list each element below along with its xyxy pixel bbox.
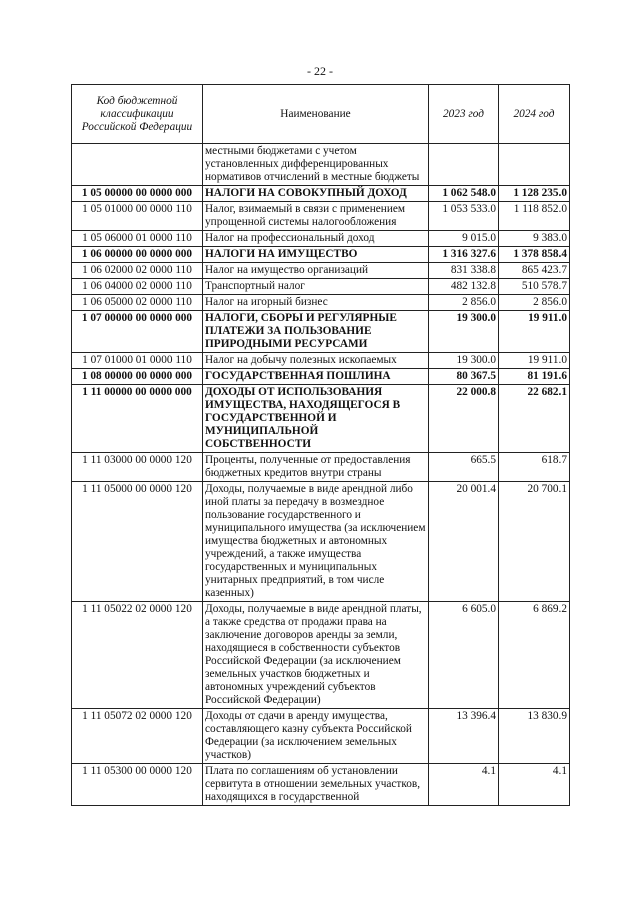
row-name: Транспортный налог: [203, 279, 429, 295]
row-value-2023: [429, 144, 499, 186]
row-value-2024: 19 911.0: [499, 311, 570, 353]
table-row: [72, 311, 570, 353]
header-code: Код бюджетной классификации Российской Федерации: [72, 85, 203, 144]
header-year-2024: 2024 год: [499, 85, 570, 144]
page-number: - 22 -: [307, 64, 333, 78]
row-name: Налог на профессиональный доход: [203, 231, 429, 247]
table-header-row: [72, 85, 570, 144]
row-value-2023: 19 300.0: [429, 353, 499, 369]
row-name: ГОСУДАРСТВЕННАЯ ПОШЛИНА: [203, 369, 429, 385]
row-name: Налог на игорный бизнес: [203, 295, 429, 311]
row-value-2024: 19 911.0: [499, 353, 570, 369]
row-value-2024: 1 378 858.4: [499, 247, 570, 263]
table-row: [72, 353, 570, 369]
table-row: [72, 247, 570, 263]
row-value-2023: 1 316 327.6: [429, 247, 499, 263]
row-code: 1 11 05022 02 0000 120: [72, 602, 203, 709]
table-body: [72, 144, 570, 806]
table-row: [72, 453, 570, 482]
row-value-2024: 9 383.0: [499, 231, 570, 247]
table-row: [72, 764, 570, 806]
row-value-2024: 1 118 852.0: [499, 202, 570, 231]
row-value-2023: 22 000.8: [429, 385, 499, 453]
row-name: местными бюджетами с учетом установленных дифференцированных нормативов отчислений в местные бюджеты: [203, 144, 429, 186]
row-value-2023: 482 132.8: [429, 279, 499, 295]
row-value-2023: 2 856.0: [429, 295, 499, 311]
row-value-2023: 19 300.0: [429, 311, 499, 353]
table-row: [72, 482, 570, 602]
row-value-2023: 20 001.4: [429, 482, 499, 602]
row-code: 1 11 05000 00 0000 120: [72, 482, 203, 602]
header-name: Наименование: [203, 85, 429, 144]
row-code: 1 11 00000 00 0000 000: [72, 385, 203, 453]
table-row: [72, 231, 570, 247]
row-code: 1 06 02000 02 0000 110: [72, 263, 203, 279]
row-code: [72, 144, 203, 186]
row-value-2023: 6 605.0: [429, 602, 499, 709]
row-name: Доходы, получаемые в виде арендной платы, а также средства от продажи права на заключение договоров аренды за земли, находящиеся в собственности субъектов Российской Федерации (за исключением земельных участков бюджетных и автономных учреждений субъектов Российской Федерации): [203, 602, 429, 709]
row-code: 1 11 05300 00 0000 120: [72, 764, 203, 806]
row-name: Налог, взимаемый в связи с применением упрощенной системы налогообложения: [203, 202, 429, 231]
row-value-2024: 6 869.2: [499, 602, 570, 709]
row-code: 1 07 01000 01 0000 110: [72, 353, 203, 369]
row-code: 1 06 05000 02 0000 110: [72, 295, 203, 311]
row-value-2024: 1 128 235.0: [499, 186, 570, 202]
row-code: 1 06 00000 00 0000 000: [72, 247, 203, 263]
row-value-2024: 510 578.7: [499, 279, 570, 295]
table-row: [72, 202, 570, 231]
row-name: НАЛОГИ НА СОВОКУПНЫЙ ДОХОД: [203, 186, 429, 202]
row-code: 1 05 01000 00 0000 110: [72, 202, 203, 231]
row-name: Доходы от сдачи в аренду имущества, составляющего казну субъекта Российской Федерации (за исключением земельных участков): [203, 709, 429, 764]
row-name: НАЛОГИ НА ИМУЩЕСТВО: [203, 247, 429, 263]
row-value-2024: [499, 144, 570, 186]
table-row: [72, 709, 570, 764]
row-value-2023: 1 062 548.0: [429, 186, 499, 202]
row-value-2024: 13 830.9: [499, 709, 570, 764]
row-value-2024: 618.7: [499, 453, 570, 482]
row-value-2024: 865 423.7: [499, 263, 570, 279]
row-value-2024: 4.1: [499, 764, 570, 806]
row-name: НАЛОГИ, СБОРЫ И РЕГУЛЯРНЫЕ ПЛАТЕЖИ ЗА ПОЛЬЗОВАНИЕ ПРИРОДНЫМИ РЕСУРСАМИ: [203, 311, 429, 353]
header-year-2023: 2023 год: [429, 85, 499, 144]
row-code: 1 08 00000 00 0000 000: [72, 369, 203, 385]
row-code: 1 07 00000 00 0000 000: [72, 311, 203, 353]
row-value-2023: 831 338.8: [429, 263, 499, 279]
row-name: Налог на имущество организаций: [203, 263, 429, 279]
row-value-2023: 13 396.4: [429, 709, 499, 764]
table-row: [72, 263, 570, 279]
budget-table: [71, 84, 570, 806]
table-row: [72, 369, 570, 385]
row-value-2023: 1 053 533.0: [429, 202, 499, 231]
row-name: Проценты, полученные от предоставления бюджетных кредитов внутри страны: [203, 453, 429, 482]
table-row: [72, 295, 570, 311]
table-row: [72, 186, 570, 202]
row-name: Налог на добычу полезных ископаемых: [203, 353, 429, 369]
row-code: 1 11 03000 00 0000 120: [72, 453, 203, 482]
row-code: 1 11 05072 02 0000 120: [72, 709, 203, 764]
row-code: 1 06 04000 02 0000 110: [72, 279, 203, 295]
row-value-2023: 665.5: [429, 453, 499, 482]
table-row: [72, 144, 570, 186]
table-row: [72, 279, 570, 295]
row-value-2023: 80 367.5: [429, 369, 499, 385]
row-name: Доходы, получаемые в виде арендной либо иной платы за передачу в возмездное пользование государственного и муниципального имущества (за исключением имущества бюджетных и автономных учреждений, а также имущества государственных и муниципальных унитарных предприятий, в том числе казенных): [203, 482, 429, 602]
row-value-2023: 9 015.0: [429, 231, 499, 247]
row-value-2023: 4.1: [429, 764, 499, 806]
row-value-2024: 20 700.1: [499, 482, 570, 602]
row-name: ДОХОДЫ ОТ ИСПОЛЬЗОВАНИЯ ИМУЩЕСТВА, НАХОДЯЩЕГОСЯ В ГОСУДАРСТВЕННОЙ И МУНИЦИПАЛЬНОЙ СОБСТВЕННОСТИ: [203, 385, 429, 453]
table-row: [72, 385, 570, 453]
row-value-2024: 81 191.6: [499, 369, 570, 385]
row-name: Плата по соглашениям об установлении сервитута в отношении земельных участков, находящихся в государственной: [203, 764, 429, 806]
row-value-2024: 22 682.1: [499, 385, 570, 453]
row-code: 1 05 00000 00 0000 000: [72, 186, 203, 202]
row-code: 1 05 06000 01 0000 110: [72, 231, 203, 247]
row-value-2024: 2 856.0: [499, 295, 570, 311]
table-row: [72, 602, 570, 709]
